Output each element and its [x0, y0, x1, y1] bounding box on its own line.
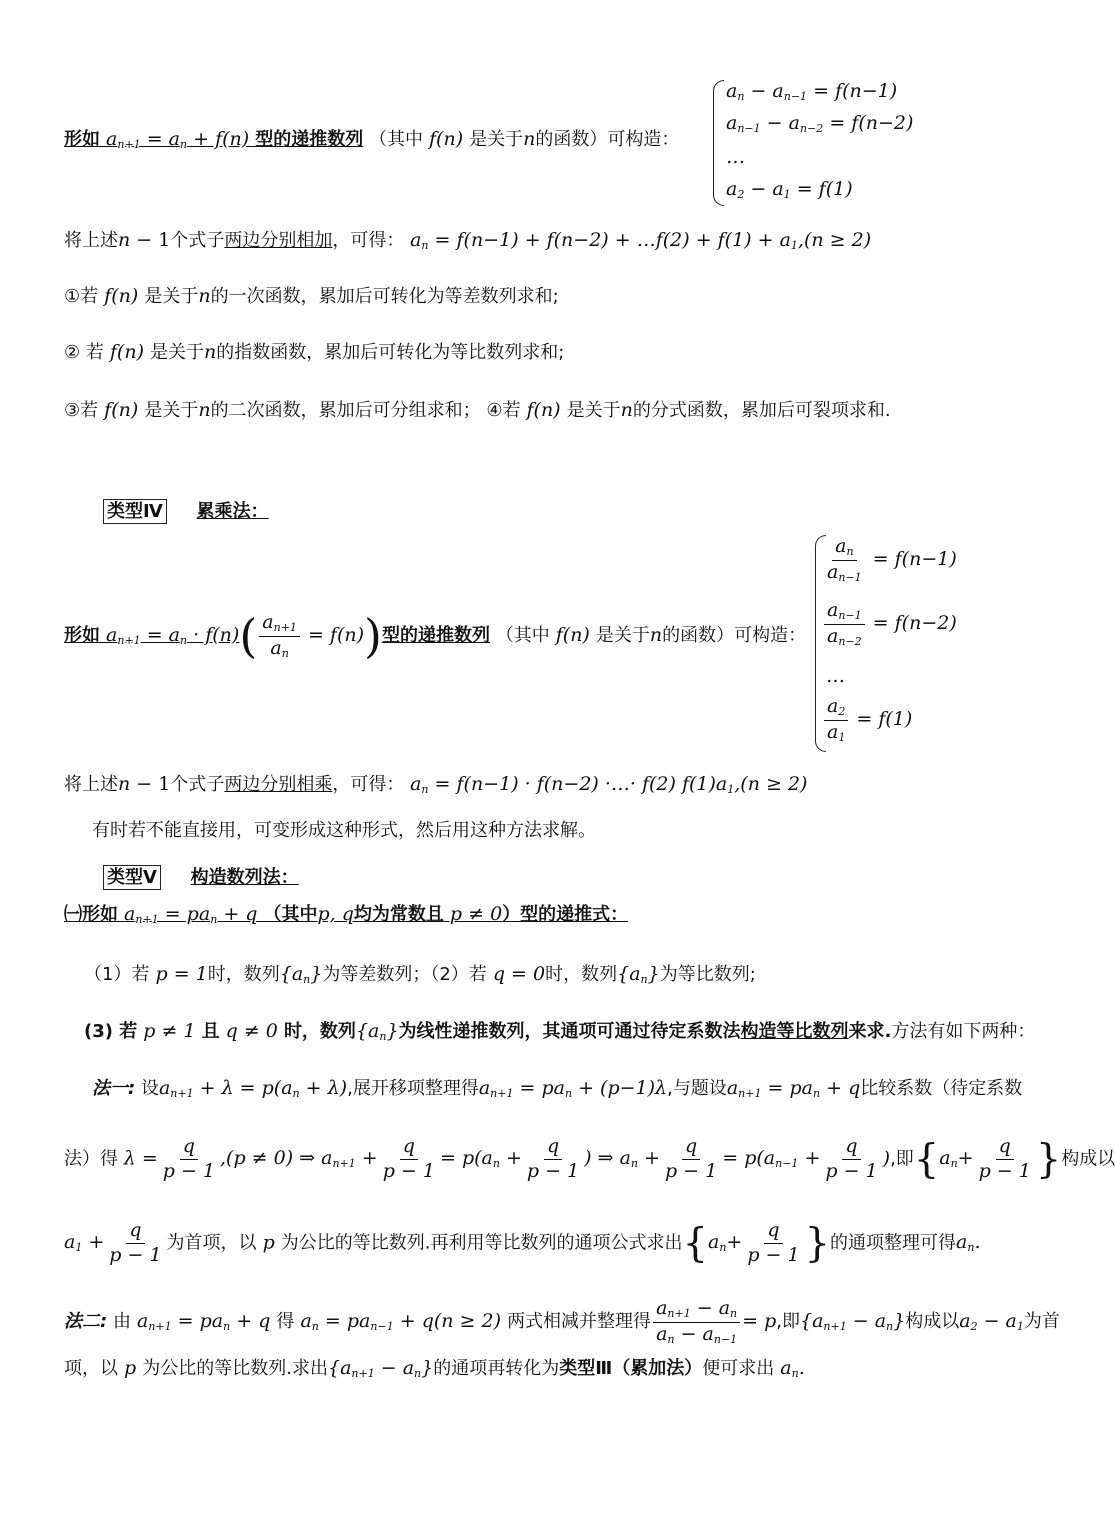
sec4-label: 类型Ⅳ [103, 499, 167, 524]
sec3-case1: ①若 f(n) 是关于n的一次函数，累加后可转化为等差数列求和; [64, 285, 559, 307]
sec3-sum-line: 将上述n − 1个式子两边分别相加，可得： $a_n = f(n-1) + f(n-2)$ + …f(2) + $f(1) + a_1,(n \ge 2)$ [64, 229, 872, 252]
case2-suffix: 的指数函数，累加后可转化为等比数列求和; [216, 342, 565, 363]
case1-suffix: 的一次函数，累加后可转化为等差数列求和; [210, 286, 559, 307]
m2-f: 为首 [1023, 1311, 1060, 1333]
sec4-note-a: （其中 [495, 625, 550, 647]
m2-i: 的通项再转化为 [433, 1358, 560, 1379]
m2-g: 项，以 [64, 1358, 118, 1379]
sec5-heading [103, 867, 299, 889]
sec3-system-dots: … [726, 146, 745, 168]
m1-j: 的通项整理可得 [830, 1232, 957, 1254]
sec5-case3: (3) 若 p ≠ 1 且 q ≠ 0 时，数列$\{a_n\}$为线性递推数列，其通项可通过待定系数法构造等比数列来求.方法有如下两种： [84, 1020, 1036, 1043]
sec3-system-eq1: $a_n - a_{n-1} = f(n-1)$ [726, 80, 898, 103]
sec5-label: 类型Ⅴ [103, 865, 161, 890]
formula-mul-recurrence: $a_{n+1} = a_n \cdot f(n)$ [100, 624, 240, 648]
sec3-intro-prefix: 形如 [64, 129, 100, 150]
m1-label: 法一: [92, 1078, 136, 1099]
case3-f: 方法有如下两种： [891, 1021, 1036, 1042]
sec4-prod-line: 将上述n − 1个式子两边分别相乘，可得： $a_n = f(n-1) \cdot f(n-2)$ ·…· f(2) $f(1)a_1,(n \ge 2)$ [64, 773, 808, 796]
case12-b: 时，数列 [207, 964, 280, 985]
case3-prefix: ③若 [64, 400, 99, 421]
m2-c: 两式相减并整理得 [507, 1311, 652, 1333]
sec5-method1-line2: 法）得 λ = $\frac{q}{p - 1}$ ,(p ≠ 0) ⇒ $a_{n+1}$ + $\frac{q}{p - 1}$ = $p(a_n$ + $\frac{q}{p - 1}$ ) ⇒ $a_n$ + $\frac{q}{p - 1}$ = $p(a_{n-1}$ + $\frac{q}{p - 1}$ ),即{$a_n+$ $\frac{q}{p - 1}$ }构成以 [64, 1135, 1115, 1183]
sec4-system-eq1: $\frac{a_n}{a_{n-1}}$ = f(n−1) [827, 535, 957, 584]
sec3-note-a: （其中 [368, 129, 423, 150]
m2-j: 类型Ⅲ（累加法） [559, 1358, 703, 1379]
m1-b: ,展开移项整理得 [347, 1078, 479, 1099]
case1-prefix: ①若 [64, 286, 99, 307]
sec4-heading [103, 501, 269, 523]
case4-suffix: 的分式函数，累加后可裂项求和. [632, 400, 891, 421]
sec5-method2-line1: 法二: 由 $a_{n+1} = pa_n + q$ 得 $a_n = pa_{n-1} + q(n \ge 2)$ 两式相减并整理得 $\frac{a_{n+1} - a_n}{a_n - a_{n-1}}$ = p,即$\{a_{n+1} - a_n\}$构成以$a_2 - a_1$为首 [64, 1297, 1060, 1346]
sec5-title: 构造数列法： [190, 867, 299, 888]
sum-suffix: ，可得： [332, 230, 405, 251]
sec5-method1-line1: 法一: 设$a_{n+1} + \lambda = p(a_n + \lambda)$,展开移项整理得$a_{n+1} = pa_n + (p-1)\lambda$,与题设$a_{n+1} = pa_n + q$比较系数（待定系数 [92, 1077, 1023, 1100]
case4-about: 是关于 [566, 400, 621, 421]
case12-c: 为等差数列；（2）若 [322, 964, 487, 985]
sec4-note-c: 的函数）可构造： [662, 625, 807, 647]
m1-c: ,与题设 [667, 1078, 727, 1099]
sec3-system-eq2: $a_{n-1} - a_{n-2} = f(n-2)$ [726, 112, 914, 135]
m1-a: 设 [140, 1078, 159, 1099]
sub1-note-c: ）型的递推式： [502, 904, 629, 925]
formula-add-recurrence: $a_{n+1} = a_n + f(n)$ [100, 128, 256, 151]
case12-d: 时，数列 [545, 964, 618, 985]
case3-suffix: 的二次函数，累加后可分组求和； [210, 400, 481, 421]
sec4-intro-line: 形如 $a_{n+1} = a_n \cdot f(n)$( $\frac{a_{n+1}}{a_n}$ = f(n))型的递推数列 （其中 f(n) 是关于n的函数）可构造： [64, 609, 807, 664]
case4-prefix: ④若 [486, 400, 521, 421]
m2-e: 构成以 [905, 1311, 960, 1333]
case12-e: 为等比数列; [659, 964, 756, 985]
sec3-note-c: 的函数）可构造： [535, 129, 680, 150]
sec4-system-eq3: $\frac{a_2}{a_1}$ = f(1) [822, 696, 912, 744]
sec4-system-dots: … [826, 665, 845, 687]
sum-mid: 个式子 [170, 230, 225, 251]
sec5-method2-line2: 项，以 p 为公比的等比数列.求出$\{a_{n+1} - a_n\}$的通项再转化为类型Ⅲ（累加法）便可求出 $a_n$. [64, 1357, 805, 1380]
case3-a: (3) 若 [84, 1021, 138, 1042]
m2-k: 便可求出 [702, 1358, 775, 1379]
prod-mid: 个式子 [170, 774, 225, 795]
sec3-intro-type: 型的递推数列 [255, 129, 364, 150]
sec3-case34: ③若 f(n) 是关于n的二次函数，累加后可分组求和； ④若 f(n) 是关于n的分式函数，累加后可裂项求和. [64, 399, 891, 421]
case2-prefix: ② 若 [64, 342, 104, 363]
case3-d: 为线性递推数列，其通项可通过待定系数法 [398, 1021, 741, 1042]
case2-about: 是关于 [150, 342, 205, 363]
prod-suffix: ，可得： [332, 774, 405, 795]
sec5-method1-line3: $a_1$ + $\frac{q}{p - 1}$ 为首项，以 p 为公比的等比数列.再利用等比数列的通项公式求出{$a_n+$ $\frac{q}{p - 1}$ }的通项整理可得$a_n$. [64, 1219, 981, 1267]
case12-a: （1）若 [84, 964, 150, 985]
m1-i: 为公比的等比数列.再利用等比数列的通项公式求出 [280, 1232, 683, 1254]
case3-ul: 构造等比数列 [740, 1021, 849, 1042]
case3-about: 是关于 [144, 400, 199, 421]
sec5-case12: （1）若 p = 1时，数列$\{a_n\}$为等差数列；（2）若 q = 0时，数列$\{a_n\}$为等比数列; [84, 963, 756, 986]
sub1-prefix: ㈠形如 [64, 904, 118, 925]
sec3-intro-line: 形如 $a_{n+1} = a_n + f(n)$ 型的递推数列 （其中 f(n) 是关于n的函数）可构造： [64, 128, 680, 151]
formula-ratio: $\frac{a_{n+1}}{a_n}$ [259, 612, 300, 660]
sec4-note-b: 是关于 [595, 625, 650, 647]
m1-e: 法）得 [64, 1148, 118, 1170]
m1-f: ,即 [890, 1148, 914, 1170]
sec3-system-brace [713, 80, 724, 206]
prod-prefix: 将上述 [64, 774, 118, 795]
case1-about: 是关于 [144, 286, 199, 307]
sum-prefix: 将上述 [64, 230, 118, 251]
m1-g: 构成以 [1061, 1148, 1115, 1170]
case3-b: 且 [201, 1021, 220, 1042]
sec4-title: 累乘法： [196, 501, 269, 522]
case3-e: 来求. [848, 1021, 892, 1042]
case3-c: 时，数列 [283, 1021, 356, 1042]
m1-h: 为首项，以 [166, 1232, 257, 1254]
sub1-note-a: （其中 [263, 904, 318, 925]
m2-h: 为公比的等比数列.求出 [142, 1358, 328, 1379]
m2-d: ,即 [776, 1311, 800, 1333]
sec3-case2: ② 若 f(n) 是关于n的指数函数，累加后可转化为等比数列求和; [64, 341, 565, 363]
m2-b: 得 [276, 1311, 295, 1333]
m2-a: 由 [112, 1311, 131, 1333]
sub1-note-b: 均为常数且 [353, 904, 444, 925]
formula-sum-result: $a_n = f(n-1) + f(n-2)$ + …f(2) + $f(1) + a_1,(n \ge 2)$ [410, 229, 872, 252]
sec5-sub1: ㈠形如 $a_{n+1} = pa_n + q$ （其中p, q均为常数且 p ≠ 0）型的递推式： [64, 903, 629, 926]
sec4-intro-type: 型的递推数列 [381, 625, 490, 647]
sec3-note-b: 是关于 [469, 129, 524, 150]
sec4-system-eq2: $\frac{a_{n-1}}{a_{n-2}}$ = f(n−2) [822, 600, 957, 648]
sec4-note: 有时若不能直接用，可变形成这种形式，然后用这种方法求解。 [92, 820, 596, 841]
sum-ul: 两边分别相加 [224, 230, 333, 251]
prod-ul: 两边分别相乘 [224, 774, 333, 795]
formula-prod-result: $a_n = f(n-1) \cdot f(n-2)$ ·…· f(2) $f(1)a_1,(n \ge 2)$ [410, 773, 808, 796]
sec3-system-eq3: $a_2 - a_1 = f(1)$ [726, 178, 853, 201]
m1-d: 比较系数（待定系数 [860, 1078, 1023, 1099]
sec4-intro-prefix: 形如 [64, 625, 100, 647]
m2-label: 法二: [64, 1311, 108, 1333]
